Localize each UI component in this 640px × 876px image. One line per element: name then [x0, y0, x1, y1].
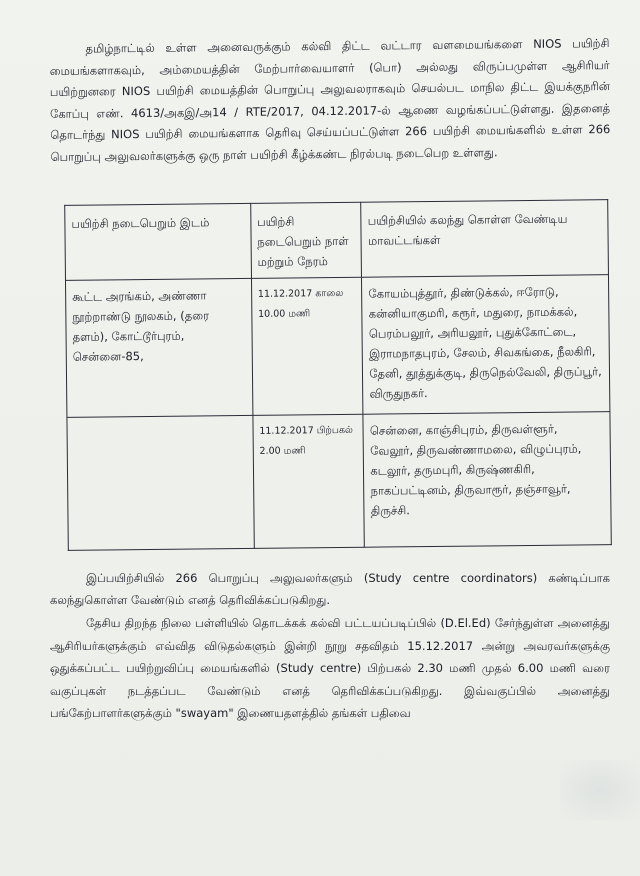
intro-paragraph [49, 33, 610, 168]
date-time-cell [253, 414, 365, 548]
venue-cell [67, 415, 254, 550]
date-text: 11.12.2017 பிற்பகல் [259, 424, 353, 437]
venue-cell: கூட்ட அரங்கம், அண்ணா நூற்றாண்டு நூலகம், (தரை தளம்), கோட்டூர்புரம், சென்னை-85, [65, 278, 252, 417]
table-row [67, 412, 611, 551]
header-venue: பயிற்சி நடைபெறும் இடம் [65, 203, 252, 280]
table-row [65, 275, 609, 418]
deled-paragraph-text: தேசிய திறந்த நிலை பள்ளியில் தொடக்கக் கல்வி பட்டயப்படிப்பில் (D.El.Ed) சேர்ந்துள்ள அனைத்து ஆசிரியர்களுக்கும் எவ்வித விடுதல்களும் இன்றி நூறு சதவிதம் 15.12.2017 அன்று அவரவர்களுக்கு ஒதுக்கப்பட்ட பயிற்றுவிப்பு மையங்களில் (Study centre) பிற்பகல் 2.30 மணி முதல் 6.00 மணி வரை வகுப்புகள் நடத்தப்பட வேண்டும் எனத் தெரிவிக்கப்படுகிறது. இவ்வகுப்பில் அனைத்து பங்கேற்பாளர்களுக்கும் "swayam" இணையதளத்தில் தங்கள் பதிவை [50, 616, 610, 720]
deled-paragraph [50, 612, 610, 725]
coordinators-paragraph [50, 568, 610, 611]
districts-cell: சென்னை, காஞ்சிபுரம், திருவள்ளூர், வேலூர், திருவண்ணாமலை, விழுப்புரம், கடலூர், தருமபுரி, கிருஷ்ணகிரி, நாகப்பட்டினம், திருவாரூர், தஞ்சாவூர், திருச்சி. [363, 412, 611, 548]
paper-stain [560, 760, 640, 820]
training-schedule-table [64, 199, 612, 551]
intro-paragraph-text: தமிழ்நாட்டில் உள்ள அனைவருக்கும் கல்வி திட்ட வட்டார வளமையங்களை NIOS பயிற்சி மையங்களாகவும், அம்மையத்தின் மேற்பார்வையாளர் (பொ) அல்லது விருப்பமுள்ள ஆசிரியர் பயிற்றுனரை NIOS பயிற்சி மையத்தின் பொறுப்பு அலுவலராகவும் செயல்பட மாநில திட்ட இயக்குநரின் கோப்பு எண். 4613/அகஇ/அ14 / RTE/2017, 04.12.2017-ல் ஆணை வழங்கப்பட்டுள்ளது. இதனைத் தொடர்ந்து NIOS பயிற்சி மையங்களாக தெரிவு செய்யப்பட்டுள்ள 266 பயிற்சி மையங்களில் உள்ள 266 பொறுப்பு அலுவலர்களுக்கு ஒரு நாள் பயிற்சி கீழ்க்கண்ட நிரல்படி நடைபெற உள்ளது. [49, 36, 611, 164]
date-time-cell [251, 277, 363, 415]
table-header-row [65, 200, 609, 281]
coordinators-paragraph-text: இப்பயிற்சியில் 266 பொறுப்பு அலுவலர்களும் (Study centre coordinators) கண்டிப்பாக கலந்துகொள்ள வேண்டும் எனத் தெரிவிக்கப்படுகிறது. [50, 571, 610, 607]
districts-cell: கோயம்புத்தூர், திண்டுக்கல், ஈரோடு, கன்னியாகுமரி, கரூர், மதுரை, நாமக்கல், பெரம்பலூர், அரியலூர், புதுக்கோட்டை, இராமநாதபுரம், சேலம், சிவகங்கை, நீலகிரி, தேனி, தூத்துக்குடி, திருநெல்வேலி, திருப்பூர், விருதுநகர். [362, 275, 610, 415]
header-districts: பயிற்சியில் கலந்து கொள்ள வேண்டிய மாவட்டங்கள் [361, 200, 608, 278]
time-text: 10.00 மணி [258, 308, 311, 320]
header-date-time: பயிற்சி நடைபெறும் நாள் மற்றும் நேரம் [250, 202, 361, 278]
time-text: 2.00 மணி [259, 445, 306, 457]
date-text: 11.12.2017 காலை [257, 287, 344, 300]
